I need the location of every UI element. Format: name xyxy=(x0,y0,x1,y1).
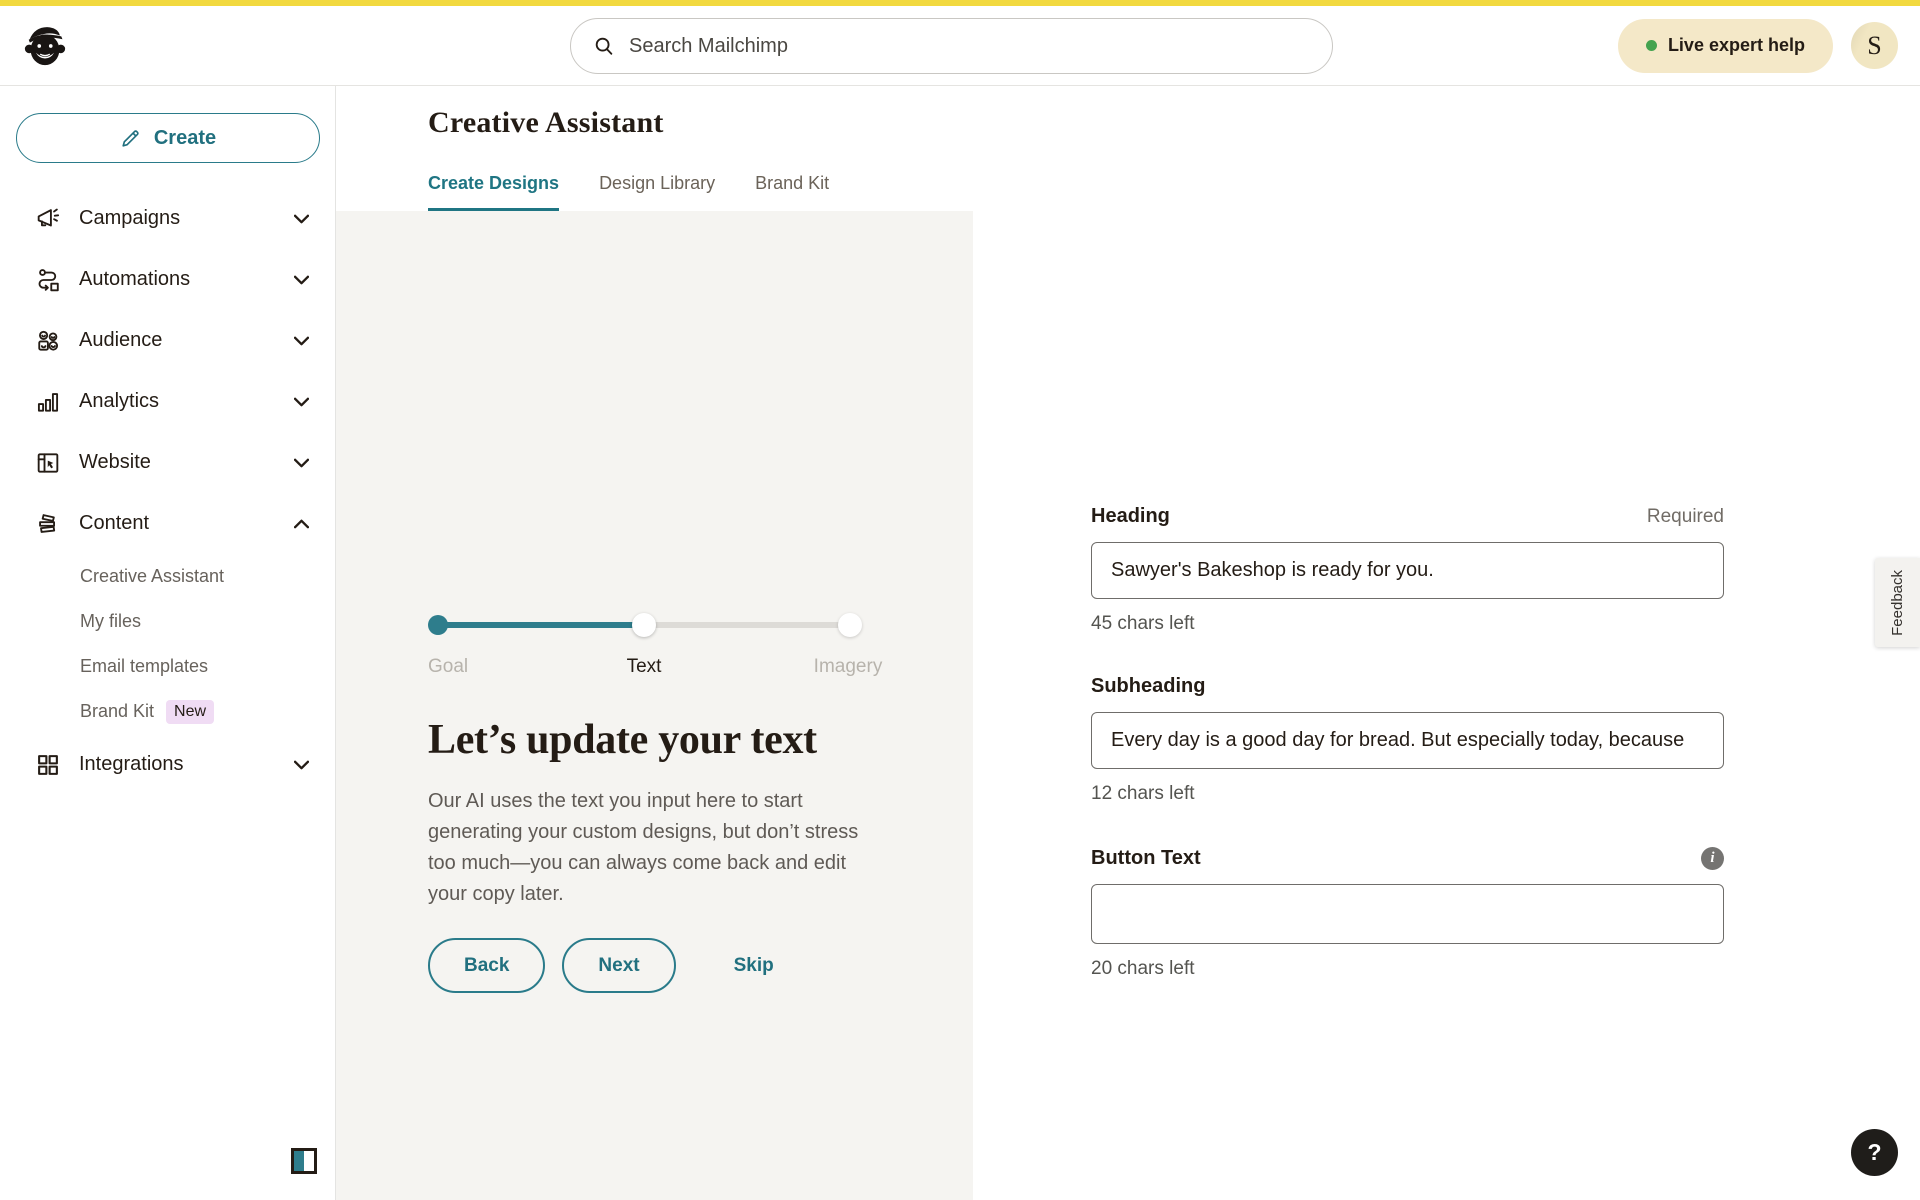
stepper-progress xyxy=(437,622,644,628)
step-label-imagery: Imagery xyxy=(813,656,883,677)
wizard-description: Our AI uses the text you input here to start generating your custom designs, but don’t stress too much—you can always come back and edit your copy later. xyxy=(428,790,859,905)
chevron-down-icon xyxy=(294,760,309,770)
chevron-down-icon xyxy=(294,397,309,407)
heading-field-group xyxy=(1091,505,1724,635)
sidebar-item-creative-assistant[interactable]: Creative Assistant xyxy=(80,566,225,586)
search-input[interactable] xyxy=(629,35,1310,58)
subheading-input[interactable] xyxy=(1091,712,1724,769)
content-submenu xyxy=(0,554,335,734)
help-button[interactable]: ? xyxy=(1851,1129,1898,1176)
step-labels xyxy=(428,656,883,682)
live-expert-help-button[interactable] xyxy=(1618,19,1833,73)
sidebar-item-brand-kit[interactable]: Brand Kit New xyxy=(0,689,335,734)
step-dot-goal[interactable] xyxy=(428,615,448,635)
online-status-dot xyxy=(1646,40,1657,51)
page-title: Creative Assistant xyxy=(428,106,664,139)
content-stack-icon xyxy=(34,510,62,538)
heading-chars-left: 45 chars left xyxy=(1091,613,1195,634)
wizard-actions xyxy=(428,938,973,993)
back-button[interactable]: Back xyxy=(428,938,545,993)
create-button[interactable]: Create xyxy=(16,113,320,163)
mailchimp-logo[interactable] xyxy=(22,22,68,70)
live-expert-help-label: Live expert help xyxy=(1667,35,1805,55)
avatar[interactable]: S xyxy=(1851,22,1898,69)
sidebar-item-integrations[interactable]: Integrations xyxy=(0,734,335,795)
text-form-panel xyxy=(973,211,1920,1200)
pencil-icon xyxy=(120,127,142,149)
feedback-tab[interactable]: Feedback xyxy=(1875,558,1920,647)
sidebar-item-my-files[interactable]: My files xyxy=(80,611,142,631)
sidebar-item-campaigns[interactable]: Campaigns xyxy=(0,188,335,249)
sidebar-item-automations[interactable]: Automations xyxy=(0,249,335,310)
skip-button[interactable]: Skip xyxy=(733,954,774,976)
step-dot-imagery[interactable] xyxy=(838,613,862,637)
next-button[interactable]: Next xyxy=(562,938,675,993)
step-dot-text[interactable] xyxy=(632,613,656,637)
tab-brand-kit[interactable]: Brand Kit xyxy=(755,173,830,193)
sidebar-item-website[interactable]: Website xyxy=(0,432,335,493)
automation-path-icon xyxy=(34,266,62,294)
chevron-down-icon xyxy=(294,275,309,285)
subheading-label: Subheading xyxy=(1091,675,1206,697)
global-search xyxy=(570,18,1333,74)
sidebar-item-email-templates[interactable]: Email templates xyxy=(80,656,209,676)
megaphone-icon xyxy=(34,205,62,233)
sidebar-collapse-toggle[interactable] xyxy=(291,1148,317,1174)
info-icon[interactable]: i xyxy=(1701,847,1724,870)
chevron-down-icon xyxy=(294,214,309,224)
chevron-down-icon xyxy=(294,458,309,468)
button-text-chars-left: 20 chars left xyxy=(1091,958,1195,979)
page-header xyxy=(336,86,1920,211)
tab-create-designs[interactable]: Create Designs xyxy=(428,173,559,211)
browser-cursor-icon xyxy=(34,449,62,477)
integrations-grid-icon xyxy=(34,751,62,779)
tab-design-library[interactable]: Design Library xyxy=(599,173,716,193)
sidebar-item-content[interactable]: Content xyxy=(0,493,335,554)
button-text-field-group xyxy=(1091,847,1724,980)
top-header xyxy=(0,6,1920,86)
heading-input[interactable] xyxy=(1091,542,1724,599)
step-label-text: Text xyxy=(626,656,662,677)
search-icon xyxy=(593,35,615,57)
bar-chart-icon xyxy=(34,388,62,416)
subheading-field-group xyxy=(1091,675,1724,805)
wizard-heading: Let’s update your text xyxy=(428,717,817,763)
step-label-goal: Goal xyxy=(428,656,469,677)
tab-bar xyxy=(428,173,829,211)
sidebar-item-analytics[interactable]: Analytics xyxy=(0,371,335,432)
progress-stepper xyxy=(428,614,862,636)
sidebar xyxy=(0,86,336,1200)
audience-people-icon xyxy=(34,327,62,355)
chevron-down-icon xyxy=(294,336,309,346)
heading-label: Heading xyxy=(1091,505,1170,527)
sidebar-item-audience[interactable]: Audience xyxy=(0,310,335,371)
button-text-label: Button Text xyxy=(1091,847,1201,869)
button-text-input[interactable] xyxy=(1091,884,1724,944)
new-badge: New xyxy=(166,700,214,724)
wizard-panel xyxy=(336,211,973,1200)
subheading-chars-left: 12 chars left xyxy=(1091,783,1195,804)
chevron-up-icon xyxy=(294,519,309,529)
required-label: Required xyxy=(1646,505,1724,527)
